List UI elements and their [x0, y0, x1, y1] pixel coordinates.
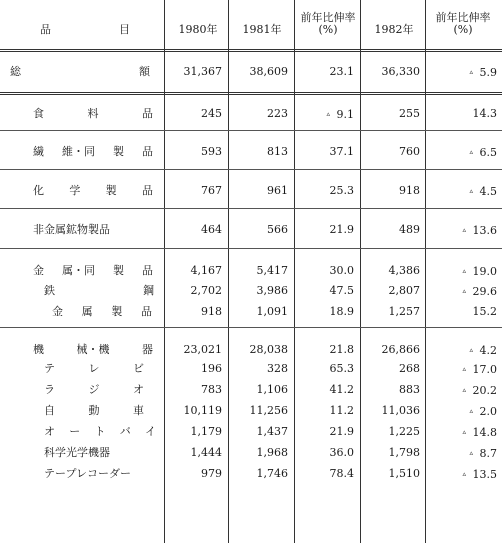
value-g2 [427, 426, 497, 439]
row-label [33, 108, 153, 120]
cell-value: 8.7 [479, 447, 497, 460]
value-v1982 [350, 363, 420, 375]
cell-value: 23.1 [329, 65, 354, 78]
negative-mark: ▵ [462, 226, 467, 234]
row-label [44, 285, 154, 297]
value-v1980 [152, 66, 222, 78]
cell-value: 11.2 [329, 404, 354, 417]
cell-value: 593 [201, 145, 222, 158]
cell-value: 1,968 [256, 446, 288, 459]
row-label [44, 468, 154, 480]
value-v1981 [218, 468, 288, 480]
cell-value: 13.6 [472, 224, 497, 237]
value-v1982 [350, 185, 420, 197]
value-g1 [284, 363, 354, 375]
cell-value: 328 [267, 362, 288, 375]
cell-value: 41.2 [329, 383, 354, 396]
row-label-char: 動 [88, 404, 100, 417]
cell-value: 1,746 [256, 467, 288, 480]
cell-value: 883 [399, 383, 420, 396]
row-label-char: レ [88, 362, 100, 375]
value-g2 [427, 344, 497, 357]
negative-mark: ▵ [469, 148, 474, 156]
value-v1982 [350, 426, 420, 438]
negative-mark: ▵ [469, 449, 474, 457]
value-v1982 [350, 265, 420, 277]
negative-mark: ▵ [462, 470, 467, 478]
row-label-char: 製 [111, 305, 123, 318]
value-g2 [427, 146, 497, 159]
value-g2 [427, 405, 497, 418]
cell-value: 13.5 [472, 468, 497, 481]
row-label-char: ジ [88, 383, 100, 396]
row-label [44, 405, 144, 417]
value-v1981 [218, 384, 288, 396]
row-label-char: 品 [140, 305, 152, 318]
header-1982: 1982年 [374, 23, 414, 36]
cell-value: 961 [267, 184, 288, 197]
row-label-char: 維・同 [62, 145, 95, 158]
value-g2 [427, 66, 497, 79]
cell-value: 36.0 [329, 446, 354, 459]
total-rule [0, 92, 502, 95]
header-growth-1982 [427, 12, 499, 36]
cell-value: 4,167 [190, 264, 222, 277]
cell-value: 36,330 [381, 65, 420, 78]
value-v1982 [350, 447, 420, 459]
value-g1 [284, 447, 354, 459]
header-item [40, 24, 130, 36]
cell-value: 10,119 [183, 404, 222, 417]
value-g2 [427, 468, 497, 481]
value-v1981 [218, 265, 288, 277]
row-label-char: 金 [33, 264, 44, 277]
cell-value: 918 [399, 184, 420, 197]
value-v1982 [350, 146, 420, 158]
negative-mark: ▵ [462, 428, 467, 436]
cell-value: 1,179 [190, 425, 222, 438]
header-growth-unit: (%) [318, 23, 338, 36]
value-v1982 [350, 66, 420, 78]
cell-value: 11,256 [249, 404, 288, 417]
cell-value: 21.9 [329, 425, 354, 438]
cell-value: 2,807 [388, 284, 420, 297]
value-v1981 [218, 447, 288, 459]
cell-value: 78.4 [329, 467, 354, 480]
row-label [33, 146, 153, 158]
value-g1 [284, 384, 354, 396]
value-g1 [284, 468, 354, 480]
cell-value: 767 [201, 184, 222, 197]
cell-value: 18.9 [329, 305, 354, 318]
negative-mark: ▵ [469, 187, 474, 195]
cell-value: 14.8 [472, 426, 497, 439]
value-g1 [284, 285, 354, 297]
row-label-char: ト [94, 425, 106, 438]
cell-value: 28,038 [249, 343, 288, 356]
cell-value: 255 [399, 107, 420, 120]
cell-value: 23,021 [183, 343, 222, 356]
cell-value: 1,798 [388, 446, 420, 459]
row-label-char: 品 [141, 184, 153, 197]
value-v1980 [152, 108, 222, 120]
value-g2 [427, 108, 497, 120]
group-rule [0, 327, 502, 328]
cell-value: 31,367 [183, 65, 222, 78]
value-v1980 [152, 265, 222, 277]
value-g1 [284, 344, 354, 356]
row-label-char: ラ [44, 383, 55, 396]
value-v1980 [152, 426, 222, 438]
row-label-char: 鉄 [44, 284, 55, 297]
cell-value: 918 [201, 305, 222, 318]
negative-mark: ▵ [326, 110, 331, 118]
value-v1981 [218, 405, 288, 417]
row-label-char: 額 [139, 65, 150, 78]
cell-value: 47.5 [329, 284, 354, 297]
cell-value: 19.0 [472, 265, 497, 278]
row-label-char: 械・機 [76, 343, 110, 356]
row-label-char: ー [69, 425, 81, 438]
row-label [52, 306, 152, 318]
cell-value: 30.0 [329, 264, 354, 277]
value-v1980 [152, 363, 222, 375]
negative-mark: ▵ [469, 68, 474, 76]
row-label [33, 344, 153, 356]
row-label [33, 265, 153, 277]
row-label-char: 鋼 [143, 284, 154, 297]
group-rule [0, 169, 502, 170]
cell-value: 1,225 [388, 425, 420, 438]
cell-value: 1,091 [256, 305, 288, 318]
value-v1980 [152, 146, 222, 158]
negative-mark: ▵ [469, 346, 474, 354]
value-g2 [427, 285, 497, 298]
row-label-char: 属 [81, 305, 93, 318]
row-label-char: 料 [87, 107, 99, 120]
header-item-char: 品 [40, 23, 51, 36]
row-label [44, 426, 156, 438]
row-label-char: テ [44, 362, 55, 375]
cell-value: 4.2 [479, 344, 497, 357]
row-label [33, 185, 153, 197]
row-label-char: 品 [142, 145, 153, 158]
cell-value: 37.1 [329, 145, 354, 158]
value-v1982 [350, 108, 420, 120]
cell-value: 9.1 [336, 108, 354, 121]
value-g2 [427, 224, 497, 237]
cell-value: 196 [201, 362, 222, 375]
row-label-char: バ [119, 425, 131, 438]
value-v1980 [152, 344, 222, 356]
row-label [10, 66, 150, 78]
row-label-char: 品 [142, 107, 153, 120]
header-growth-unit: (%) [453, 23, 473, 36]
row-label-char: 金 [52, 305, 63, 318]
value-g1 [284, 306, 354, 318]
cell-value: 25.3 [329, 184, 354, 197]
cell-value: 21.9 [329, 223, 354, 236]
cell-value: 813 [267, 145, 288, 158]
value-v1982 [350, 384, 420, 396]
row-label-char: 製 [113, 264, 124, 277]
value-v1982 [350, 468, 420, 480]
row-label-char: 自 [44, 404, 55, 417]
row-label-char: 学 [69, 184, 81, 197]
row-label-char: 品 [142, 264, 153, 277]
row-label-char: 非金属鉱物製品 [33, 223, 110, 236]
header-growth-label: 前年比伸率 [435, 11, 491, 24]
value-v1981 [218, 285, 288, 297]
value-g2 [427, 447, 497, 460]
cell-value: 223 [267, 107, 288, 120]
value-v1982 [350, 405, 420, 417]
value-v1981 [218, 426, 288, 438]
row-label-char: 製 [105, 184, 117, 197]
value-v1980 [152, 185, 222, 197]
row-label-char: 製 [113, 145, 124, 158]
row-label [44, 384, 144, 396]
cell-value: 15.2 [472, 305, 497, 318]
value-g1 [284, 224, 354, 236]
cell-value: 21.8 [329, 343, 354, 356]
row-label-char: 属・同 [62, 264, 95, 277]
cell-value: 979 [201, 467, 222, 480]
header-rule [0, 49, 502, 52]
group-rule [0, 248, 502, 249]
cell-value: 1,444 [190, 446, 222, 459]
cell-value: 489 [399, 223, 420, 236]
value-g2 [427, 384, 497, 397]
cell-value: 4,386 [388, 264, 420, 277]
negative-mark: ▵ [462, 287, 467, 295]
cell-value: 5,417 [256, 264, 288, 277]
value-g2 [427, 265, 497, 278]
cell-value: 760 [399, 145, 420, 158]
value-v1981 [218, 108, 288, 120]
value-v1981 [218, 146, 288, 158]
value-v1981 [218, 363, 288, 375]
value-g1 [284, 265, 354, 277]
row-label-char: 器 [142, 343, 153, 356]
row-label-char: 機 [33, 343, 44, 356]
cell-value: 566 [267, 223, 288, 236]
value-v1980 [152, 285, 222, 297]
cell-value: 2,702 [190, 284, 222, 297]
row-label-char: ビ [133, 362, 144, 375]
cell-value: 11,036 [381, 404, 420, 417]
row-label-char: 化 [33, 184, 44, 197]
value-v1980 [152, 306, 222, 318]
header-growth-1981 [296, 12, 360, 36]
value-v1982 [350, 224, 420, 236]
cell-value: 1,510 [388, 467, 420, 480]
value-g1 [284, 146, 354, 158]
cell-value: 65.3 [329, 362, 354, 375]
row-label-char: 食 [33, 107, 44, 120]
cell-value: 5.9 [479, 66, 497, 79]
value-v1981 [218, 224, 288, 236]
cell-value: 4.5 [479, 185, 497, 198]
value-v1982 [350, 306, 420, 318]
negative-mark: ▵ [469, 407, 474, 415]
row-label-char: オ [133, 383, 144, 396]
row-label-char: 繊 [33, 145, 44, 158]
value-v1980 [152, 468, 222, 480]
value-g1 [284, 185, 354, 197]
cell-value: 6.5 [479, 146, 497, 159]
negative-mark: ▵ [462, 386, 467, 394]
column-rule [425, 0, 426, 543]
value-g2 [427, 363, 497, 376]
value-v1980 [152, 224, 222, 236]
group-rule [0, 130, 502, 131]
cell-value: 20.2 [472, 384, 497, 397]
row-label-char: 科学光学機器 [44, 446, 110, 459]
row-label [44, 447, 154, 459]
row-label-char: オ [44, 425, 55, 438]
value-v1981 [218, 66, 288, 78]
cell-value: 783 [201, 383, 222, 396]
header-1980: 1980年 [178, 23, 218, 36]
value-v1980 [152, 384, 222, 396]
value-v1982 [350, 285, 420, 297]
cell-value: 3,986 [256, 284, 288, 297]
value-g1 [284, 426, 354, 438]
cell-value: 17.0 [472, 363, 497, 376]
header-growth-label: 前年比伸率 [300, 11, 356, 24]
cell-value: 1,437 [256, 425, 288, 438]
value-v1980 [152, 405, 222, 417]
cell-value: 1,106 [256, 383, 288, 396]
cell-value: 26,866 [381, 343, 420, 356]
cell-value: 1,257 [388, 305, 420, 318]
row-label [33, 224, 153, 236]
value-g1 [284, 108, 354, 121]
row-label-char: テープレコーダー [44, 467, 132, 480]
value-g1 [284, 66, 354, 78]
value-g1 [284, 405, 354, 417]
cell-value: 245 [201, 107, 222, 120]
value-v1981 [218, 185, 288, 197]
row-label-char: イ [145, 425, 156, 438]
value-g2 [427, 306, 497, 318]
cell-value: 38,609 [249, 65, 288, 78]
value-v1981 [218, 344, 288, 356]
negative-mark: ▵ [462, 267, 467, 275]
value-v1982 [350, 344, 420, 356]
row-label-char: 総 [10, 65, 21, 78]
cell-value: 464 [201, 223, 222, 236]
cell-value: 14.3 [472, 107, 497, 120]
header-item-char: 目 [119, 23, 130, 36]
header-1981: 1981年 [242, 23, 282, 36]
cell-value: 268 [399, 362, 420, 375]
value-g2 [427, 185, 497, 198]
negative-mark: ▵ [462, 365, 467, 373]
value-v1981 [218, 306, 288, 318]
value-v1980 [152, 447, 222, 459]
row-label [44, 363, 144, 375]
cell-value: 29.6 [472, 285, 497, 298]
group-rule [0, 208, 502, 209]
row-label-char: 車 [133, 404, 144, 417]
cell-value: 2.0 [479, 405, 497, 418]
